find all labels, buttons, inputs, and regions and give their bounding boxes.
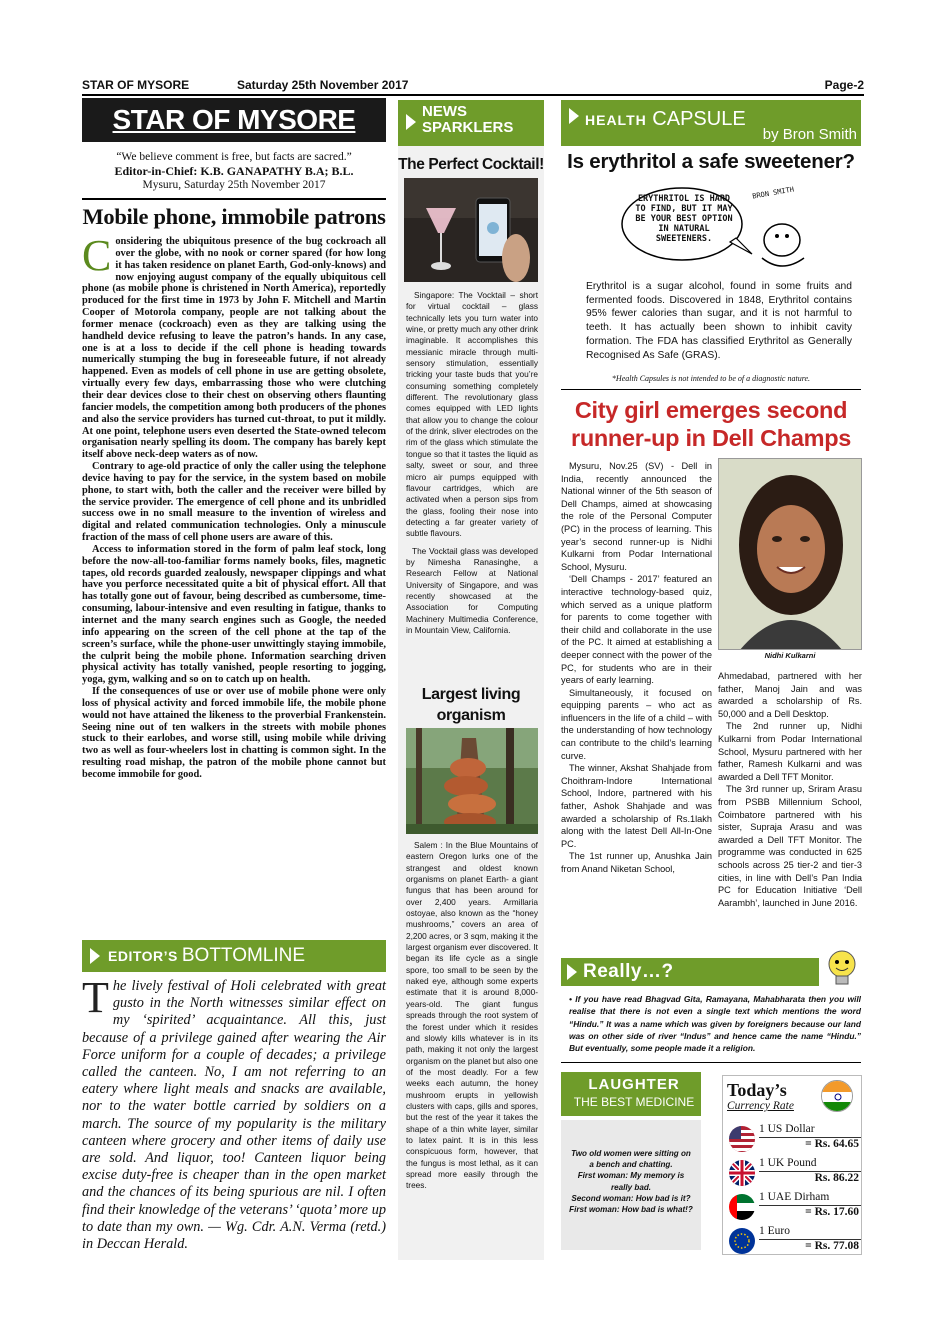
page-header [82,76,864,96]
erythritol-cartoon [612,182,812,272]
page-date: Saturday 25th November 2017 [237,78,409,92]
rate-row [723,1224,863,1256]
lightbulb-icon [822,946,862,990]
joke-line: First woman: How bad is what!? [569,1205,693,1215]
really-label: Really…? [583,961,674,982]
cartoon-signature: BRON SMITH [751,185,795,201]
paper-name: STAR OF MYSORE [82,78,190,92]
health-label: CAPSULE [652,108,746,130]
fungus-photo [406,728,538,834]
sparkler-headline: Largest living organism [421,686,521,724]
editorial-dropcap: C [82,236,112,280]
story-paragraph: ‘Dell Champs - 2017’ featured an interactive technology-based quiz, which served as a unique platform for parents to come together with their child and collaborate in the use of the PC. It aimed at establishing a deeper connect with the power of the PC, for students who are in their years of early learning. [561,574,712,686]
masthead-quote: “We believe comment is free, but facts are sacred.” [116,151,352,163]
bottomline-body [82,973,386,1253]
sparklers-banner [398,100,544,146]
masthead [82,98,386,142]
health-title: Is erythritol a safe sweetener? [567,150,855,173]
bottomline-banner [82,940,386,972]
rate-label: 1 UAE Dirham [759,1191,830,1203]
rate-label: 1 UK Pound [759,1157,817,1169]
page-number: Page-2 [824,78,864,92]
rate-row [723,1122,863,1154]
dell-story-col2 [718,670,862,909]
story-paragraph: The Vocktail glass was developed by Nimesha Ranasinghe, a Research Fellow at National University of Singapore, and was recently showcased at the Association for Computing Machinery Multimedia Conference, in Mountain View, California. [406,545,538,635]
divider [561,389,861,390]
rate-value: = Rs. 64.65 [805,1138,859,1150]
arrow-icon [90,948,100,964]
rate-title: Today’s [727,1080,787,1100]
sparkler-headline: The Perfect Cocktail! [398,156,544,173]
arrow-icon [567,964,577,980]
editorial-body [82,236,386,936]
fungus-story [406,840,538,1192]
laughter-banner [561,1072,701,1116]
really-body: If you have read Bhagvad Gita, Ramayana, Mahabharata then you will realise that there is not even a single text which mentions the word “Hindu.” It was a name which was given by foreigners because our land was on other side of river “Indus” and hence came the name “Hindu.” But eventually, some people made it a religion. [569,994,861,1054]
story-paragraph: Mysuru, Nov.25 (SV) - Dell in India, recently announced the National winner of the 5th season of Dell Champs, aimed at showcasing the role of the Personal Computer (PC) in the process of learning. This year’s second runner-up is Nidhi Kulkarni from Podar International School, Mysuru. [561,461,712,572]
health-body: Erythritol is a sugar alcohol, found in some fruits and fermented foods. Discovered in 1848, Erythritol contains 95% fewer calories than sugar, and it is not harmful to teeth. It has actually been shown to inhibit cavity formation. The FDA has classified Erythritol as Generally Recognised As Safe (GRAS). [586,281,852,361]
dell-story-col1 [561,460,712,876]
editorial-paragraph: If the consequences of use or over use of mobile phone were only loss of physical activity and forced immobile life, the mobile phone would not have attained the likeness to the proverbial Frankenstein. Seeing nine out of ten walkers in the streets with mobile phones stuck to their earlobes, and worse still, using mobile while driving two as well as four-wheelers lost in chatting is common sight. In the resulting road mishap, the patron of the mobile phone cannot but become immobile for good. [82,686,386,780]
joke-line: Second woman: How bad is it? [571,1193,691,1203]
rate-subtitle: Currency Rate [727,1100,794,1112]
laughter-label-2: THE BEST MEDICINE [573,1095,695,1109]
story-paragraph: The 2nd runner up, Nidhi Kulkarni from Podar International School, Mysuru partnered with her father, Ramesh Kulkarni and was awarded a Dell TFT Monitor. [718,721,862,782]
story-paragraph: Simultaneously, it focused on equipping parents – who act as influencers in the life of a child – with the understanding of how technology can contribute to the child’s learning curve. [561,687,712,761]
divider [561,1062,861,1063]
editorial-paragraph: onsidering the ubiquitous presence of the bug cockroach all over the globe, with no nook or corner spared (for how long it has taken residence on planet Earth, God-only-knows) and now enjoying august company of the equally ubiquitous cell phone (as mobile phone is christened in North America), reportedly produced for the first time in 1973 by John F. Mitchell and Martin Cooper of Motorola company, people are not talking about the former menace (cockroach) even as they are talking using the handheld device refusing to leave the patron’s hands. In any case, one is at a loss to decide if the cell phone is heading towards numerically stumping the bug in foreseeable future, if not already happened. Even as models of cell phone in use are getting obsolete, virtually every few days, embarrassing those who were clutching their dear devices close to their chest on observing others flaunting fancier models, the competition among both producers of the phones and also the service providers has turned cut-throat, to put it mildly. At one point, telephone users even deserted the State-owned telecom organisation nearly spelling its doom. The company has barely kept itself above neck-deep waters as of now. [82,236,386,461]
photo-caption: Nidhi Kulkarni [764,651,816,660]
arrow-icon [406,114,416,130]
cartoon-speech: ERYTHRITOL IS HARD TO FIND, BUT IT MAY BE YOUR BEST OPTION IN NATURAL SWEETENERS. [635,194,733,244]
joke-line: Two old women were sitting on a bench and chatting. [571,1149,691,1170]
rate-label: 1 US Dollar [759,1123,815,1135]
currency-rate-box [722,1075,862,1255]
divider [82,198,386,200]
bottomline-label: BOTTOMLINE [181,945,306,966]
vocktail-photo [404,178,538,282]
bottomline-label-bold: EDITOR’S [108,948,178,964]
rate-row [723,1156,863,1188]
story-paragraph: The 1st runner up, Anushka Jain from Anand Niketan School, [561,851,712,874]
sparklers-label-1: NEWS [422,103,467,120]
dell-headline: City girl emerges second runner-up in Dell Champs [570,397,852,451]
india-flag-icon [821,1080,853,1112]
health-label-bold: HEALTH [585,112,647,128]
rate-value: = Rs. 77.08 [805,1240,859,1252]
story-paragraph: Salem : In the Blue Mountains of eastern Oregon lurks one of the strangest and oldest known organisms on planet Earth- a giant fungus that has been around for over 2,400 years. Armillaria ostoyae, also known as the “honey mushrooms,” covers an area of 2,200 acres, or 3 sqm, making it the largest organism ever discovered. It began its life cycle as a single spore, too small to be seen by the naked eye, although some experts estimate that it is around 8,000-years-old. The giant fungus spreads through the root system of the forest under which it resides and slowly kills whatever is in its path, making it not only the largest organism on the planet but also one of the most deadly. For a few weeks each autumn, the honey mushroom erupts in yellowish clusters with caps, gills and spores, but the rest of the year it takes the shape of a thin white layer, similar to latex paint. It is in this less conspicuous form, however, that the fungus is most lethal, as it can spread more easily through the trees. [406,840,538,1191]
us-flag-icon [729,1126,755,1152]
health-author: by Bron Smith [762,126,857,143]
health-banner [561,100,861,146]
eu-flag-icon [729,1228,755,1254]
story-paragraph: The 3rd runner up, Sriram Arasu from PSBB Millennium School, Coimbatore partnered with his sister, Supraja Arasu and was awarded a Dell TFT Monitor. The programme was conducted in 625 schools across 25 tier-2 and tier-3 cities, in line with Dell’s Pan India PC for Education Initiative ‘Dell Aarambh’, launched in June 2016. [718,784,862,908]
really-banner [561,958,819,986]
story-paragraph: Singapore: The Vocktail – short for virtual cocktail – glass technically lets you turn water into wine, or pretty much any other drink imaginable. It accomplishes this messianic miracle through multi-sensory stimulation, essentially tricking your taste buds that you’re consuming something completely different. The revolutionary glass comes equipped with LED lights that allow you to change the colour of the drink, sliver electrodes on the rim of the glass which stimulate the tongue so that it tastes the liquid as salty, sweet or sour, and three micro air pumps equipped with flavour cartridges, which are activated when a person sips from the glass, fooling their nose into detecting a far greater variety of subtle flavours. [406,290,538,539]
health-note: *Health Capsules is not intended to be of a diagnostic nature. [611,374,811,383]
bottomline-dropcap: T [82,973,109,1022]
rate-value: Rs. 86.22 [814,1172,859,1184]
laughter-joke [561,1120,701,1250]
editor-in-chief: Editor-in-Chief: K.B. GANAPATHY B.A; B.L. [114,164,354,178]
nidhi-photo [718,458,862,650]
masthead-title: STAR OF MYSORE [112,104,356,135]
rate-row [723,1190,863,1222]
rate-value: = Rs. 17.60 [805,1206,859,1218]
editorial-paragraph: Access to information stored in the form of palm leaf stock, long before the now-all-too-familiar forms namely books, files, magnetic tapes, old records guarded zealously, newspaper clippings and what have you perforce necessitated quite a bit of physical effort. All that has totally gone out of favour, being described as cumbersome, time-consuming, labour-intensive and even resulting in fatigue, thanks to internet and the many search engines such as Google, the needed info appearing on the screen of the cell phone at the tap of the screen’s surface, while the phone-user unwittingly staying immobile, the culprit being the mobile phone. Information searching driven physical activity has totally vanished, people resorting to jogging, yoga, gym, walking and so on to catch up on health. [82,543,386,686]
laughter-label-1: LAUGHTER [588,1076,680,1093]
rate-label: 1 Euro [759,1225,790,1237]
uae-flag-icon [729,1194,755,1220]
masthead-dateline: Mysuru, Saturday 25th November 2017 [142,179,326,191]
arrow-icon [569,108,579,124]
vocktail-story [406,290,538,636]
masthead-quote-block [82,150,386,192]
uk-flag-icon [729,1160,755,1186]
story-paragraph: Ahmedabad, partnered with her father, Manoj Jain and was awarded a scholarship of Rs. 50,000 and a Dell Desktop. [718,671,862,719]
story-paragraph: The winner, Akshat Shahjade from Choithram-Indore International School, Indore, partnered with his father, Ashok Shahjade and was awarded a scholarship of Rs.1lakh along with the latest Dell All-In-One PC. [561,763,712,849]
sparklers-label-2: SPARKLERS [422,119,514,136]
really-text [561,993,861,1054]
editorial-title: Mobile phone, immobile patrons [82,204,386,229]
joke-line: First woman: My memory is really bad. [577,1171,685,1192]
editorial-paragraph: Contrary to age-old practice of only the caller using the telephone device having to pay for the service, in the system based on mobile phone, to start with, both the caller and the receiver were billed by the service provider. The emergence of cell phone and its unbridled success owe in no small measure to the invention of wireless and digital and related communication technologies. Only a minuscule fraction of the mass of cell phone users are aware of this. [82,461,386,544]
bottomline-text: he lively festival of Holi celebrated with great gusto in the North witnesses similar effect on my ‘spirited’ acquaintance. All this, just because of a privilege gained after wearing the Air Force uniform for a couple of decades; a privilege called the canteen. No, I am not referring to an eatery where light meals and snacks are available, nor to the water bottle carried by soldiers on a march. The source of my popularity is the military canteen where grocery and other items of daily use are sold. And liquor, too! Canteen liquor being excise duty-free is cheaper than in the open market and the chances of its being spurious are nil. I often find their knowledge of the veterans’ ‘quota’ more up to date than my own. — Wg. Cdr. A.N. Verma (retd.) in Deccan Herald. [82,978,386,1253]
bullet-icon: • [569,994,576,1004]
